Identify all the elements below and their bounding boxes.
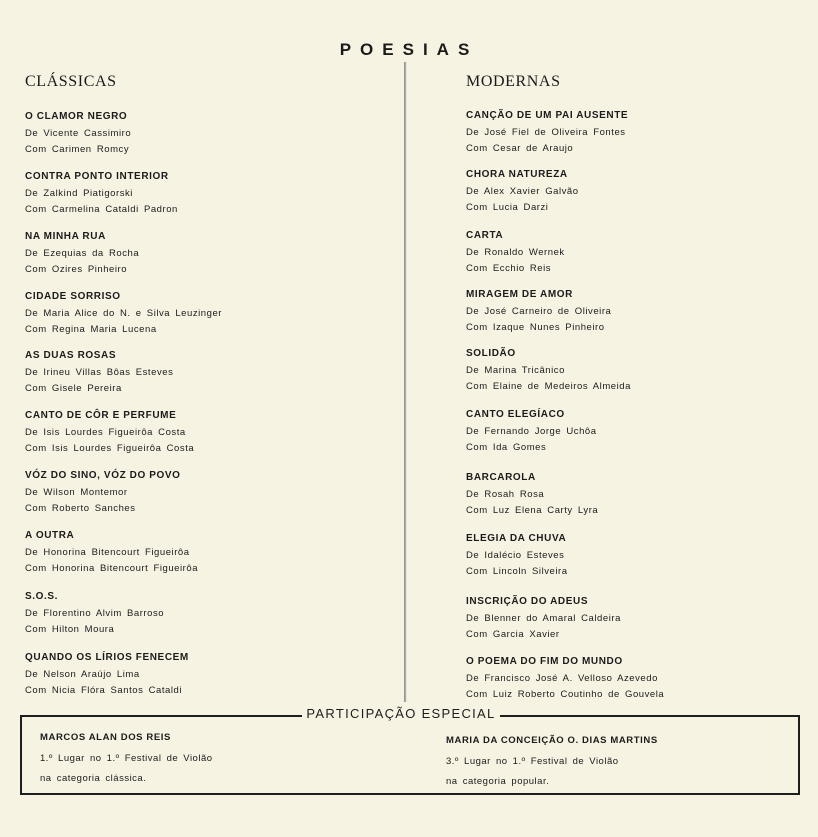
winner-prize: 3.º Lugar no 1.º Festival de Violão bbox=[446, 756, 619, 767]
poem-author: De Alex Xavier Galvão bbox=[466, 186, 579, 197]
poem-title: INSCRIÇÃO DO ADEUS bbox=[466, 596, 589, 607]
poem-entry bbox=[466, 288, 818, 335]
winner-name: MARIA DA CONCEIÇÃO O. DIAS MARTINS bbox=[446, 735, 658, 746]
poem-performer: Com Luz Elena Carty Lyra bbox=[466, 504, 599, 516]
poem-author: De Zalkind Piatigorski bbox=[25, 188, 133, 199]
winner-category: na categoria popular. bbox=[446, 776, 550, 787]
poem-performer: Com Hilton Moura bbox=[25, 623, 115, 635]
poem-performer: Com Ozires Pinheiro bbox=[25, 263, 128, 275]
poem-performer: Com Cesar de Araujo bbox=[466, 142, 574, 154]
poem-entry bbox=[25, 110, 405, 157]
participacao-title: PARTICIPAÇÃO ESPECIAL bbox=[306, 706, 496, 721]
poem-entry bbox=[466, 655, 818, 702]
poem-title: ELEGIA DA CHUVA bbox=[466, 533, 567, 544]
poem-title: QUANDO OS LÍRIOS FENECEM bbox=[25, 652, 189, 663]
poem-performer: Com Carmelina Cataldi Padron bbox=[25, 203, 178, 215]
poem-performer: Com Nicia Flóra Santos Cataldi bbox=[25, 684, 183, 696]
poem-performer: Com Ecchio Reis bbox=[466, 262, 552, 274]
poem-performer: Com Lincoln Silveira bbox=[466, 565, 568, 577]
poem-title: O POEMA DO FIM DO MUNDO bbox=[466, 656, 623, 667]
poem-performer: Com Isis Lourdes Figueirôa Costa bbox=[25, 442, 195, 454]
poem-author: De Fernando Jorge Uchôa bbox=[466, 426, 597, 437]
poem-author: De Irineu Villas Bôas Esteves bbox=[25, 367, 174, 378]
poem-performer: Com Luiz Roberto Coutinho de Gouvela bbox=[466, 688, 665, 700]
poem-entry bbox=[25, 349, 405, 396]
poem-entry bbox=[25, 409, 405, 456]
poem-title: CIDADE SORRISO bbox=[25, 291, 121, 302]
poem-title: CANÇÃO DE UM PAI AUSENTE bbox=[466, 110, 629, 121]
poem-entry bbox=[25, 170, 405, 217]
poem-title: MIRAGEM DE AMOR bbox=[466, 289, 573, 300]
poem-author: De Wilson Montemor bbox=[25, 487, 128, 498]
winner-left bbox=[40, 731, 380, 789]
winner-name: MARCOS ALAN DOS REIS bbox=[40, 732, 171, 743]
poem-title: O CLAMOR NEGRO bbox=[25, 111, 128, 122]
poem-performer: Com Carimen Romcy bbox=[25, 143, 130, 155]
poem-author: De Florentino Alvim Barroso bbox=[25, 608, 165, 619]
page-title: POESIAS bbox=[339, 40, 479, 59]
poem-author: De Ezequias da Rocha bbox=[25, 248, 140, 259]
poem-entry bbox=[466, 408, 818, 455]
poem-author: De Blenner do Amaral Caldeira bbox=[466, 613, 621, 624]
poem-author: De José Carneiro de Oliveira bbox=[466, 306, 612, 317]
poem-performer: Com Regina Maria Lucena bbox=[25, 323, 157, 335]
poem-title: CONTRA PONTO INTERIOR bbox=[25, 171, 169, 182]
poem-author: De Marina Tricânico bbox=[466, 365, 565, 376]
poem-author: De José Fiel de Oliveira Fontes bbox=[466, 127, 626, 138]
poem-title: VÓZ DO SINO, VÓZ DO POVO bbox=[25, 470, 181, 481]
poem-performer: Com Izaque Nunes Pinheiro bbox=[466, 321, 605, 333]
poem-author: De Vicente Cassimiro bbox=[25, 128, 132, 139]
poem-title: AS DUAS ROSAS bbox=[25, 350, 117, 361]
poem-author: De Nelson Araújo Lima bbox=[25, 669, 140, 680]
poem-title: CANTO ELEGÍACO bbox=[466, 409, 565, 420]
poem-title: BARCAROLA bbox=[466, 472, 536, 483]
poem-entry bbox=[25, 651, 405, 698]
winner-prize: 1.º Lugar no 1.º Festival de Violão bbox=[40, 753, 213, 764]
poem-title: NA MINHA RUA bbox=[25, 231, 106, 242]
poem-entry bbox=[466, 595, 818, 642]
poem-entry bbox=[466, 471, 818, 518]
poem-title: S.O.S. bbox=[25, 591, 59, 602]
winner-category: na categoria clássica. bbox=[40, 773, 147, 784]
poem-author: De Rosah Rosa bbox=[466, 489, 545, 500]
poem-author: De Isis Lourdes Figueirôa Costa bbox=[25, 427, 186, 438]
poem-author: De Francisco José A. Velloso Azevedo bbox=[466, 673, 658, 684]
poem-title: A OUTRA bbox=[25, 530, 75, 541]
poem-performer: Com Honorina Bitencourt Figueirôa bbox=[25, 562, 199, 574]
poem-performer: Com Garcia Xavier bbox=[466, 628, 560, 640]
winner-right bbox=[446, 734, 786, 792]
poem-entry bbox=[25, 469, 405, 516]
classicas-heading: CLÁSSICAS bbox=[25, 73, 117, 90]
poem-title: CANTO DE CÔR E PERFUME bbox=[25, 410, 177, 421]
poem-author: De Honorina Bitencourt Figueirôa bbox=[25, 547, 190, 558]
poem-entry bbox=[25, 230, 405, 277]
poem-author: De Maria Alice do N. e Silva Leuzinger bbox=[25, 308, 223, 319]
poem-entry bbox=[25, 529, 405, 576]
poem-title: SOLIDÃO bbox=[466, 348, 516, 359]
poem-author: De Idalécio Esteves bbox=[466, 550, 565, 561]
poem-author: De Ronaldo Wernek bbox=[466, 247, 565, 258]
poem-title: CHORA NATUREZA bbox=[466, 169, 568, 180]
poem-performer: Com Roberto Sanches bbox=[25, 502, 136, 514]
poem-performer: Com Gisele Pereira bbox=[25, 382, 122, 394]
poem-title: CARTA bbox=[466, 230, 504, 241]
poem-entry bbox=[466, 109, 818, 156]
poem-performer: Com Elaine de Medeiros Almeida bbox=[466, 380, 631, 392]
modernas-heading: MODERNAS bbox=[466, 73, 561, 90]
poem-entry bbox=[25, 290, 405, 337]
poem-entry bbox=[466, 229, 818, 276]
poem-entry bbox=[466, 347, 818, 394]
poem-entry bbox=[466, 168, 818, 215]
poem-performer: Com Ida Gomes bbox=[466, 441, 547, 453]
poem-entry bbox=[25, 590, 405, 637]
poem-performer: Com Lucia Darzi bbox=[466, 201, 549, 213]
poem-entry bbox=[466, 532, 818, 579]
